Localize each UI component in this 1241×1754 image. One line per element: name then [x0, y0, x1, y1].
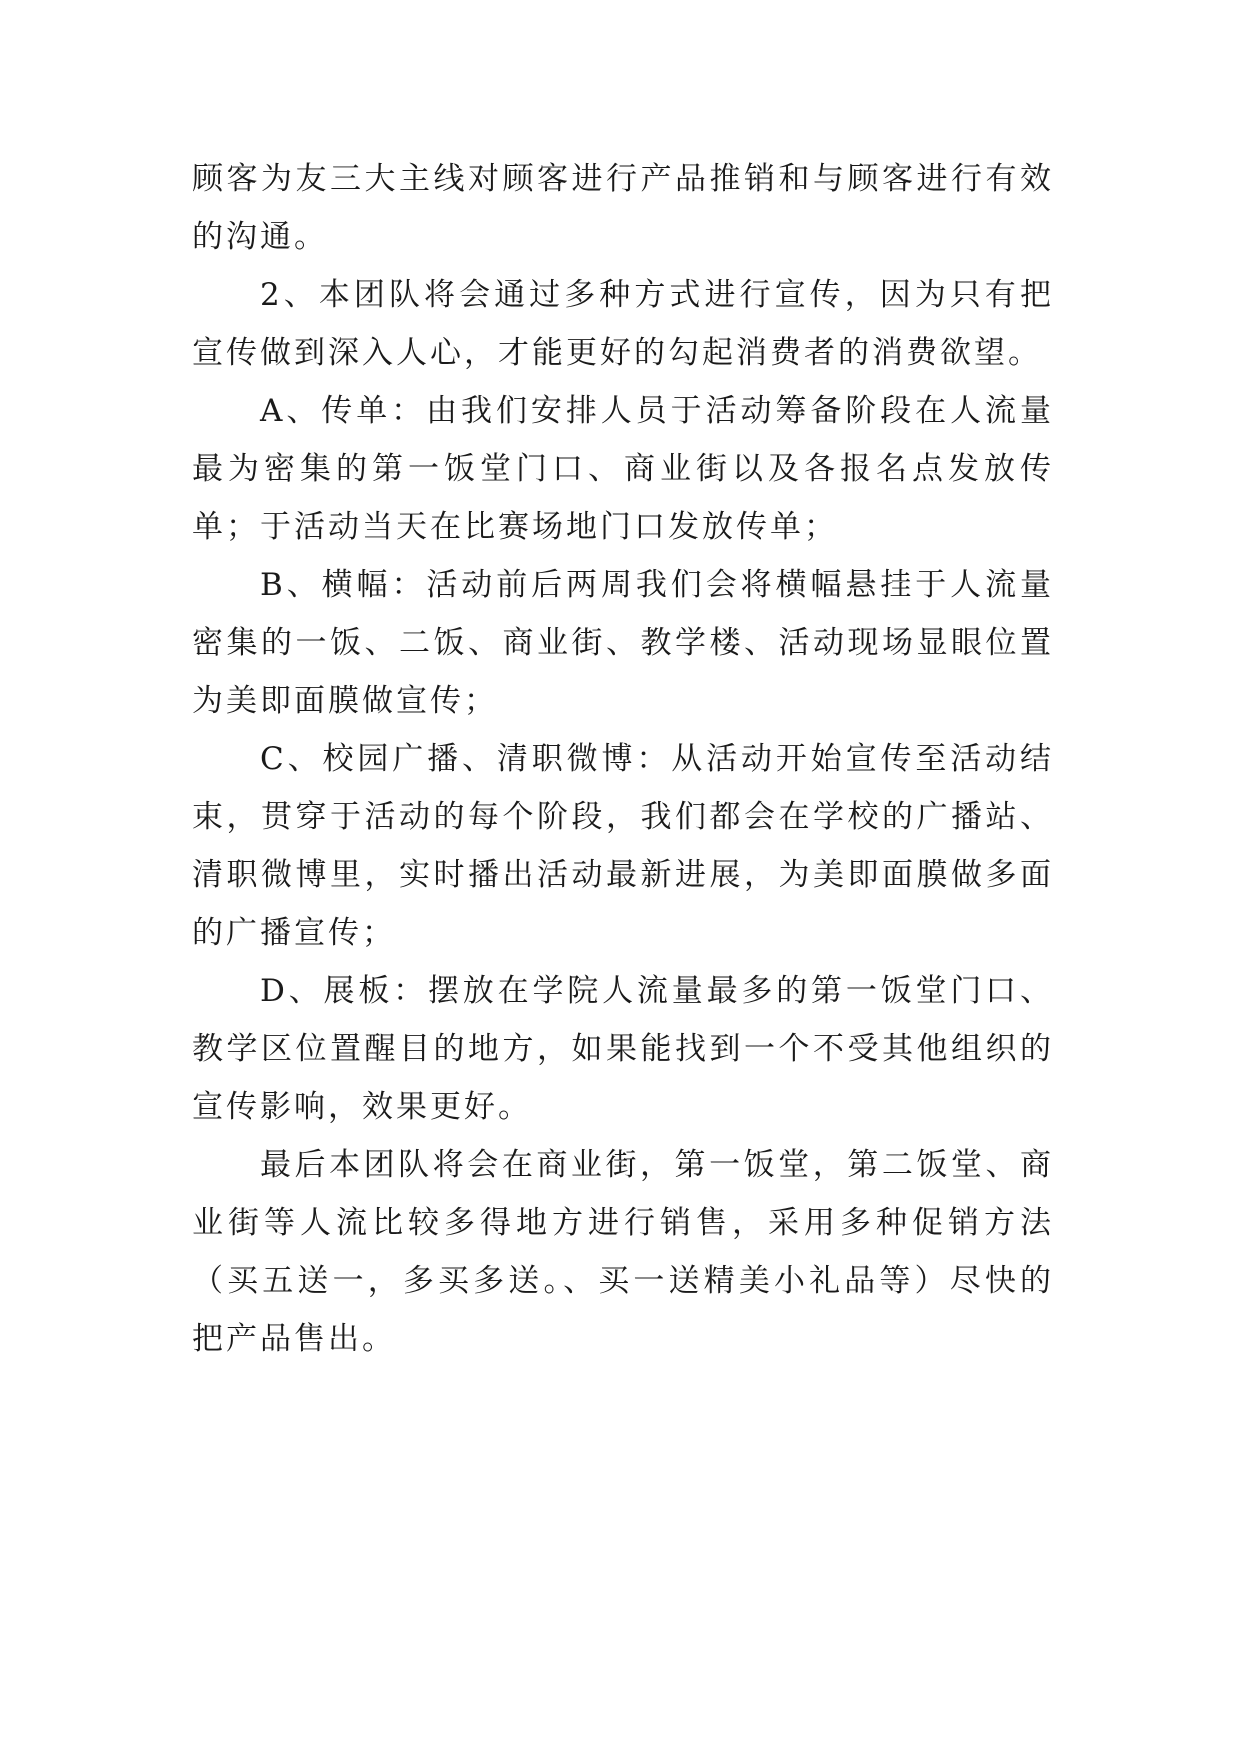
paragraph-display-boards: D、展板：摆放在学院人流量最多的第一饭堂门口、教学区位置醒目的地方，如果能找到一个不受其他组织的宣传影响，效果更好。	[192, 973, 1054, 1125]
paragraph-banners: B、横幅：活动前后两周我们会将横幅悬挂于人流量密集的一饭、二饭、商业街、教学楼、活动现场显眼位置为美即面膜做宣传；	[192, 567, 1054, 719]
paragraph-sales-plan: 最后本团队将会在商业街，第一饭堂，第二饭堂、商业街等人流比较多得地方进行销售，采用多种促销方法（买五送一，多买多送。、买一送精美小礼品等）尽快的把产品售出。	[192, 1147, 1054, 1357]
paragraph-publicity-intro: 2、本团队将会通过多种方式进行宣传，因为只有把宣传做到深入人心，才能更好的勾起消费者的消费欲望。	[192, 277, 1054, 371]
paragraph-flyers: A、传单：由我们安排人员于活动筹备阶段在人流量最为密集的第一饭堂门口、商业街以及各报名点发放传单；于活动当天在比赛场地门口发放传单；	[192, 393, 1054, 545]
paragraph-continuation: 顾客为友三大主线对顾客进行产品推销和与顾客进行有效的沟通。	[192, 161, 1054, 255]
document-body	[192, 150, 1054, 1368]
paragraph-campus-broadcast: C、校园广播、清职微博：从活动开始宣传至活动结束，贯穿于活动的每个阶段，我们都会在学校的广播站、清职微博里，实时播出活动最新进展，为美即面膜做多面的广播宣传；	[192, 741, 1054, 951]
